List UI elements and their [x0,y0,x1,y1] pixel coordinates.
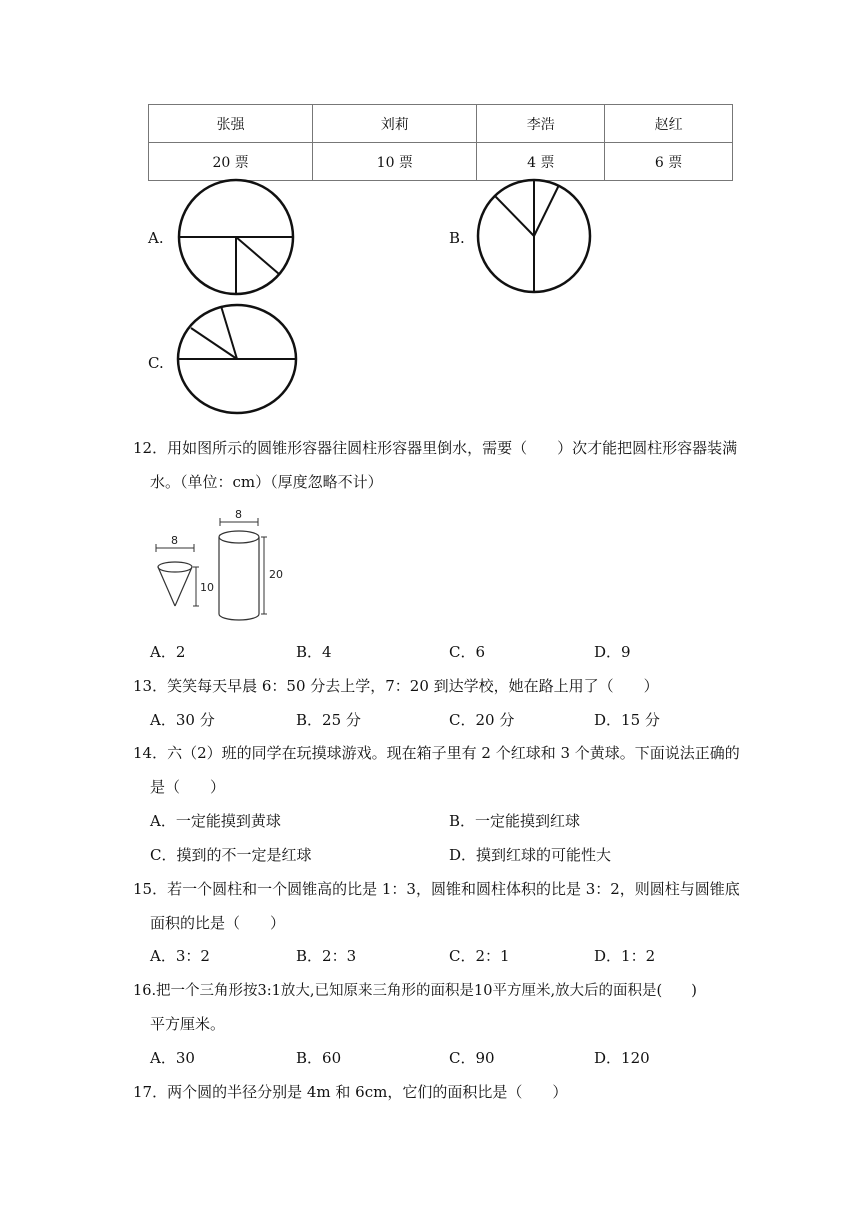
table-row [149,105,733,143]
question-13-line1: 13．笑笑每天早晨 6：50 分去上学，7：20 到达学校，她在路上用了（ ） [133,677,659,695]
question-12-line2: 水。（单位：cm）（厚度忽略不计） [150,473,383,491]
cylinder-height-label: 20 [269,568,283,581]
q12-option-d: D．9 [594,643,631,661]
table-cell: 6 票 [605,143,733,181]
question-14-line2: 是（ ） [150,778,226,796]
q16-option-c: C．90 [449,1049,495,1067]
cone-diameter-label: 8 [171,534,178,547]
q14-option-b: B．一定能摸到红球 [449,812,581,830]
q13-option-a: A．30 分 [150,711,215,729]
q13-option-d: D．15 分 [594,711,660,729]
table-cell: 张强 [149,105,313,143]
option-a-label: A. [148,229,164,247]
q15-option-c: C．2：1 [449,947,510,965]
cone-height-label: 10 [200,581,214,594]
q15-option-d: D．1：2 [594,947,656,965]
q16-option-b: B．60 [296,1049,342,1067]
option-b-label: B. [449,229,465,247]
cone-cylinder-figure [150,508,290,620]
pie-diagram-b [476,180,596,295]
question-15-line1: 15．若一个圆柱和一个圆锥高的比是 1：3，圆锥和圆柱体积的比是 3：2，则圆柱与圆锥底 [133,880,740,898]
q12-option-c: C．6 [449,643,486,661]
table-row [149,143,733,181]
cylinder-diameter-label: 8 [235,508,242,521]
q15-option-b: B．2：3 [296,947,357,965]
table-cell: 刘莉 [313,105,477,143]
question-12-line1: 12．用如图所示的圆锥形容器往圆柱形容器里倒水，需要（ ）次才能把圆柱形容器装满 [133,439,738,457]
q16-option-a: A．30 [150,1049,195,1067]
table-cell: 4 票 [477,143,605,181]
q13-option-c: C．20 分 [449,711,515,729]
pie-diagram-c [176,303,298,415]
table-cell: 20 票 [149,143,313,181]
vote-table [148,104,733,181]
question-17-line1: 17．两个圆的半径分别是 4m 和 6cm，它们的面积比是（ ） [133,1083,568,1101]
question-16-line2: 平方厘米。 [150,1015,226,1033]
table-cell: 赵红 [605,105,733,143]
question-16-line1: 16.把一个三角形按3:1放大,已知原来三角形的面积是10平方厘米,放大后的面积是( ) [133,983,697,999]
table-cell: 李浩 [477,105,605,143]
question-15-line2: 面积的比是（ ） [150,914,286,932]
q12-option-b: B．4 [296,643,332,661]
pie-diagram-a [176,180,296,295]
option-c-label: C. [148,354,164,372]
q14-option-a: A．一定能摸到黄球 [150,812,281,830]
question-14-line1: 14．六（2）班的同学在玩摸球游戏。现在箱子里有 2 个红球和 3 个黄球。下面说法正确的 [133,744,740,762]
q15-option-a: A．3：2 [150,947,210,965]
q14-option-c: C．摸到的不一定是红球 [150,846,312,864]
q12-option-a: A．2 [150,643,186,661]
q13-option-b: B．25 分 [296,711,361,729]
q14-option-d: D．摸到红球的可能性大 [449,846,612,864]
q16-option-d: D．120 [594,1049,650,1067]
table-cell: 10 票 [313,143,477,181]
